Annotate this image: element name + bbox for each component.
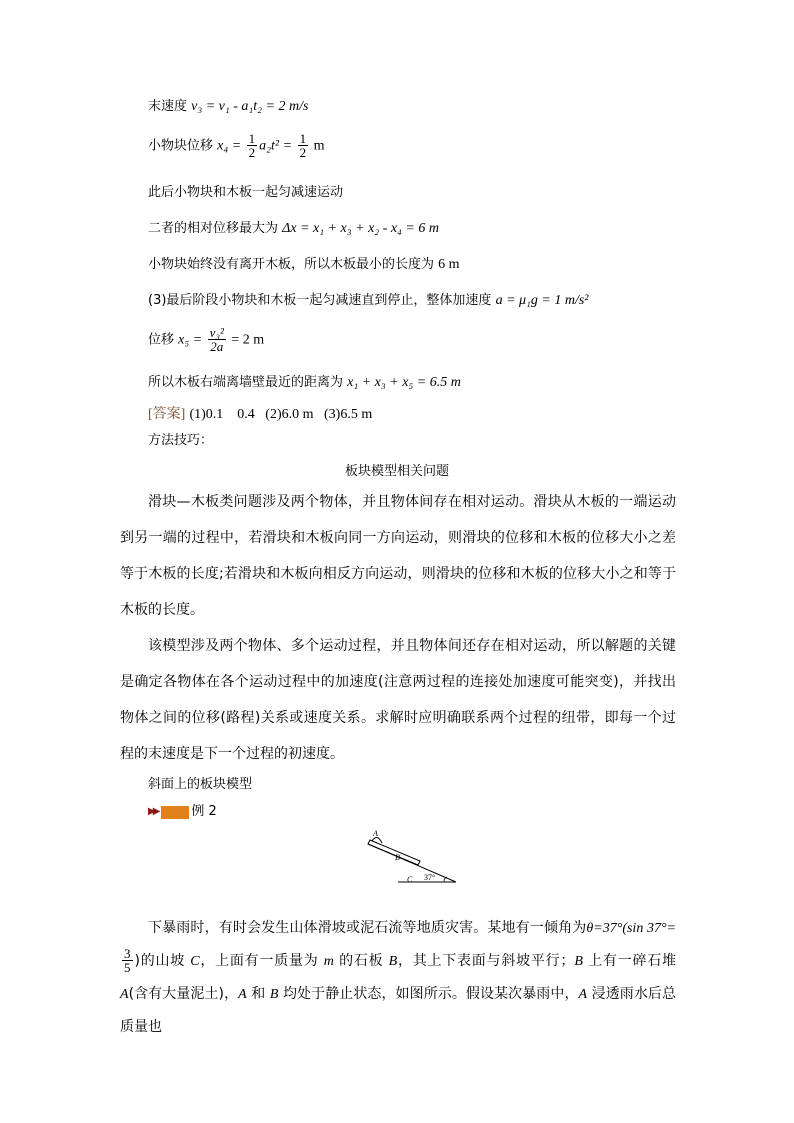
line-min-distance [148,374,461,392]
method-label [148,432,213,450]
double-arrow-icon: ▶▶ [148,806,158,817]
incline-figure [362,828,462,884]
answer-body: (1)0.1 0.4 (2)6.0 m (3)6.5 m [189,407,373,422]
formula: 6 m [438,257,460,272]
fraction-num: v₃² [209,325,224,340]
fraction-num: 1 [299,131,307,146]
answer-line [148,406,372,424]
var-b: B [574,954,583,969]
label-c: C [407,875,413,884]
formula-var: x₄ = [217,138,245,154]
formula: v₃ = v₁ - a₁t₂ = 2 m/s [191,99,309,114]
text: 的石板 [333,953,389,969]
var-b: B [388,954,398,969]
fraction [247,132,258,160]
formula: a = μ₁g = 1 m/s² [495,293,589,308]
text: 位移 [148,332,179,348]
example-badge [161,806,189,819]
text: 和 [246,986,270,1002]
var-m: m [323,954,334,969]
formula-mid: a₂t² = [259,138,296,154]
fraction-num: 1 [248,131,256,146]
text: ，上面有一质量为 [199,953,324,969]
text: 下暴雨时，有时会发生山体滑坡或泥石流等地质灾害。某地有一倾角为 [148,920,587,936]
text: 上有一碎石堆 [582,953,677,969]
unit: m [310,138,325,154]
line-overall-acceleration [148,292,589,310]
line-block-displacement [148,132,324,160]
text: (3)最后阶段小物块和木板一起匀减速直到停止，整体加速度 [148,293,496,308]
text: )的山坡 [134,953,191,969]
text: 所以木板右端离墙壁最近的距离为 [148,375,348,390]
formula-var: x₅ = [178,332,206,348]
problem-paragraph [120,912,676,1043]
fraction-den: 5 [124,960,131,975]
fraction-den: 2 [248,145,256,160]
line-relative-displacement [148,220,439,238]
paragraph-1: 滑块—木板类问题涉及两个物体，并且物体间存在相对运动。滑块从木板的一端运动到另一端的过程中，若滑块和木板向同一方向运动，则滑块的位移和木板的位移大小之差等于木板的长度;若滑块和木板向相反方向运动，则滑块的位移和木板的位移大小之和等于木板的长度。 [120,494,676,618]
text: 小物块位移 [148,138,218,154]
text: 末速度 [148,99,192,114]
stone-slab [368,840,420,865]
var-c: C [190,954,200,969]
formula-rest: = 2 m [227,332,265,348]
formula: Δx = x₁ + x₃ + x₂ - x₄ = 6 m [282,221,439,236]
theta-formula: θ=37°(sin 37°= [586,921,677,936]
line-displacement-x5 [148,326,264,354]
fraction [122,947,133,975]
var-a: A [238,987,247,1002]
label-a: A [373,829,378,838]
section-title: 板块模型相关问题 [344,464,449,479]
text: 小物块始终没有离开木板，所以木板最小的长度为 [148,257,439,272]
paragraph-2: 该模型涉及两个物体、多个运动过程，并且物体间还存在相对运动，所以解题的关键是确定各物体在各个运动过程中的加速度(注意两过程的连接处加速度可能突变)，并找出物体之间的位移(路程)关系或速度关系。求解时应明确联系两个过程的纽带，即每一个过程的末速度是下一个过程的初速度。 [120,638,676,762]
fraction-den: 2a [210,339,224,354]
text: 此后小物块和木板一起匀减速运动 [148,185,344,200]
angle-label: 37° [424,873,436,882]
formula: x₁ + x₃ + x₅ = 6.5 m [347,375,461,390]
example-label: 例 2 [191,804,217,819]
fraction-num: 3 [124,946,131,961]
subtitle [148,776,252,794]
text: (含有大量泥土)， [128,986,239,1002]
text: 二者的相对位移最大为 [148,221,283,236]
text: 浸透雨水后总质量也 [120,986,677,1035]
text: 斜面上的板块模型 [148,777,253,792]
line-final-velocity [148,98,308,116]
fraction-den: 2 [299,145,307,160]
text: 方法技巧： [148,433,214,448]
var-b: B [269,987,279,1002]
text: ，其上下表面与斜坡平行； [397,953,575,969]
rock-pile [372,837,382,843]
example-header [148,803,217,821]
var-a: A [120,987,129,1002]
fraction [208,326,226,354]
line-min-length [148,256,460,274]
var-a: A [578,987,588,1002]
fraction [298,132,309,160]
line-decelerate-together [148,184,343,202]
answer-tag: [答案] [148,407,186,422]
label-b: B [395,853,400,862]
text: 均处于静止状态，如图所示。假设某次暴雨中， [278,986,579,1002]
